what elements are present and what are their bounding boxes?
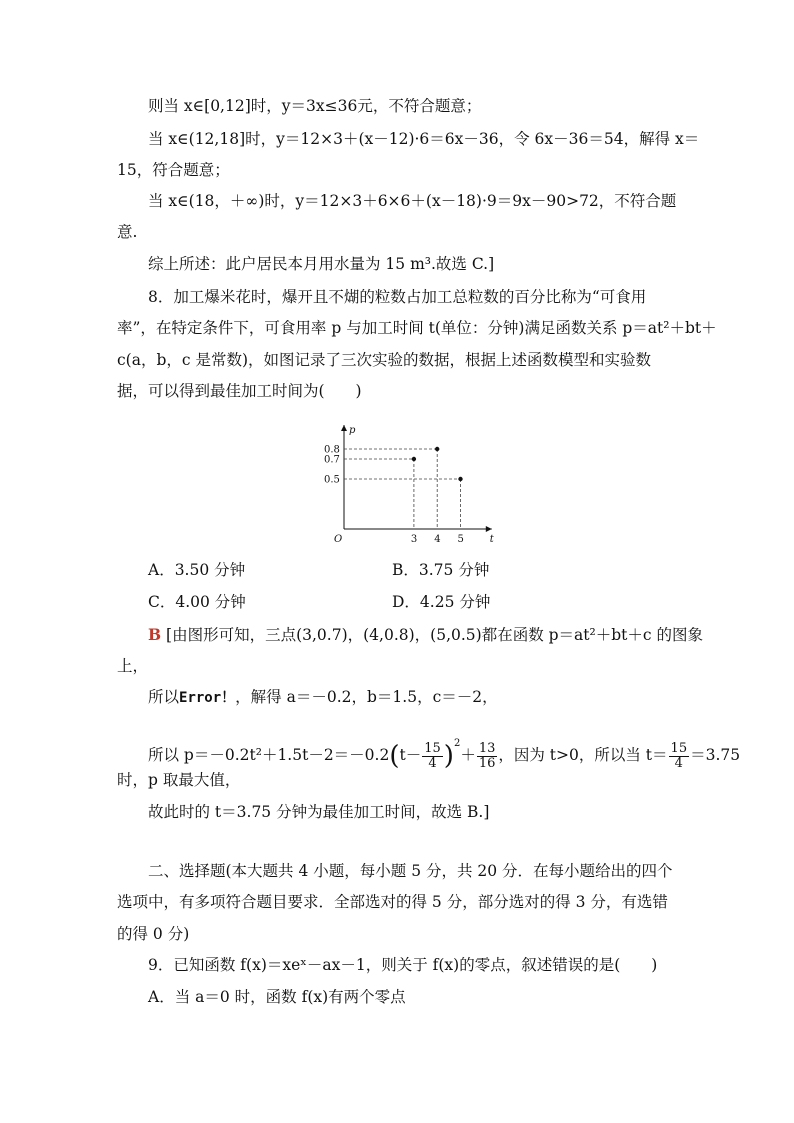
chart-labels [324,425,495,545]
error-field: Error！ [179,690,236,706]
data-point [458,477,462,481]
x-tick-label: 4 [434,534,441,545]
fraction [669,742,690,771]
fraction [422,742,443,771]
question-8-line: c(a，b，c 是常数)，如图记录了三次实验的数据，根据上述函数模型和实验数 [117,351,652,369]
text-line: 综上所述：此户居民本月用水量为 15 m³.故选 C.] [148,255,495,273]
option-a: A．3.50 分钟 [148,561,246,579]
chart-guides [344,449,461,529]
x-tick-label: 5 [457,534,464,545]
fraction-numerator: 15 [670,740,688,756]
y-tick-label: 0.5 [324,474,340,486]
question-9-option-a: A．当 a＝0 时，函数 f(x)有两个零点 [148,988,406,1006]
section-2-heading: 的得 0 分) [117,925,190,943]
solution-text: t－ [399,746,422,764]
solution-text: ，因为 t>0，所以当 t＝ [498,746,668,764]
solution-formula-line [148,727,741,771]
text-line: 当 x∈(12,18]时，y＝12×3＋(x－12)·6＝6x－36，令 6x－36＝54，解得 x＝ [148,130,700,148]
origin-label: O [334,534,343,545]
text-line: 当 x∈(18，＋∞)时，y＝12×3＋6×6＋(x－18)·9＝9x－90>72，不符合题 [148,192,677,210]
y-tick-label: 0.7 [324,454,340,466]
x-tick-label: 3 [410,534,418,545]
y-axis-arrow [341,425,347,431]
fraction-numerator: 13 [478,740,496,756]
y-tick-label: 0.8 [324,444,340,456]
solution-text: 所以 p＝－0.2t²＋1.5t－2＝－0.2 [148,746,390,764]
question-8-line: 8．加工爆米花时，爆开且不煳的粒数占加工总粒数的百分比称为“可食用 [148,288,647,306]
data-point [435,447,439,451]
option-c: C．4.00 分钟 [148,593,246,611]
exponent: 2 [453,738,461,749]
paren-close: ) [443,741,454,771]
y-axis-label: p [349,425,356,436]
paren-open: ( [389,741,400,771]
fraction-denominator: 4 [428,755,437,771]
solution-line: 上， [117,657,149,675]
question-9: 9．已知函数 f(x)＝xeˣ－ax－1，则关于 f(x)的零点，叙述错误的是( ) [148,956,658,974]
solution-line [148,687,498,708]
text-line: 15，符合题意； [117,161,230,179]
question-8-line: 率”，在特定条件下，可食用率 p 与加工时间 t(单位：分钟)满足函数关系 p＝at²＋bt＋ [117,319,717,337]
data-point [412,457,416,461]
x-axis-label: t [489,534,494,545]
option-d: D．4.25 分钟 [392,593,491,611]
solution-text: ＝3.75 [690,746,741,764]
solution-line: 时，p 取最大值， [117,771,241,789]
chart-axes [341,425,492,532]
scatter-chart [322,408,502,548]
question-8-line: 据，可以得到最佳加工时间为( ) [117,382,362,400]
section-2-heading: 二、选择题(本大题共 4 小题，每小题 5 分，共 20 分．在每小题给出的四个 [148,862,673,880]
solution-text: ，解得 a＝－0.2，b＝1.5，c＝－2， [235,688,498,706]
text-line: 则当 x∈[0,12]时，y＝3x≤36元，不符合题意； [148,97,482,115]
solution-text: [由图形可知，三点(3,0.7)，(4,0.8)，(5,0.5)都在函数 p＝at²＋bt＋c 的图象 [166,626,703,644]
fraction [477,742,498,771]
solution-text: ＋ [460,746,476,764]
solution-text: 所以 [148,688,180,706]
fraction-denominator: 4 [674,755,683,771]
fraction-numerator: 15 [424,740,441,756]
x-axis-arrow [486,526,492,532]
fraction-denominator: 16 [478,755,496,771]
answer-letter: B [148,625,162,644]
text-line: 意. [117,223,138,241]
solution-line [148,625,703,645]
solution-line: 故此时的 t＝3.75 分钟为最佳加工时间，故选 B.] [148,803,490,821]
section-2-heading: 选项中，有多项符合题目要求．全部选对的得 5 分，部分选对的得 3 分，有选错 [117,893,668,911]
option-b: B．3.75 分钟 [392,561,490,579]
